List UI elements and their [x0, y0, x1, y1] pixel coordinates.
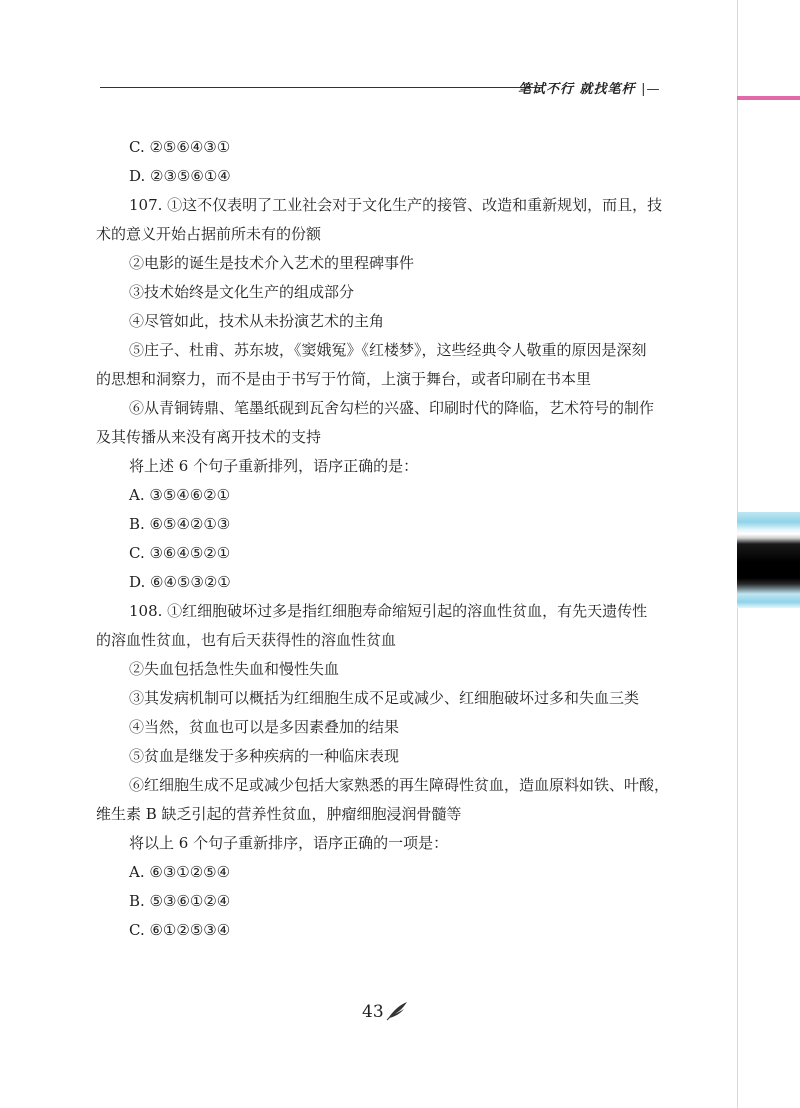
question-108-prompt: 将以上 6 个句子重新排序，语序正确的一项是： [129, 834, 449, 852]
header-tag [518, 78, 660, 97]
header-tag-text: 笔试不行 就找笔杆 [518, 82, 636, 97]
option-a-q107: A. ③⑤④⑥②① [129, 486, 231, 504]
option-b-q107: B. ⑥⑤④②①③ [129, 515, 231, 533]
page-body [96, 133, 670, 945]
header-tag-bar: |— [641, 82, 661, 97]
option-a-q108: A. ⑥③①②⑤④ [129, 863, 231, 881]
option-b-q108: B. ⑤③⑥①②④ [129, 892, 231, 910]
page-number: 43 [362, 1002, 384, 1022]
sentence-107-6-line-2: 及其传播从来没有离开技术的支持 [96, 428, 322, 446]
sentence-108-6-line-2: 维生素 B 缺乏引起的营养性贫血，肿瘤细胞浸润骨髓等 [96, 805, 462, 823]
option-c-q108: C. ⑥①②⑤③④ [129, 921, 231, 939]
option-c-q106: C. ②⑤⑥④③① [129, 138, 231, 156]
sentence-108-4: ④当然，贫血也可以是多因素叠加的结果 [129, 718, 400, 736]
sentence-107-5-line-1: ⑤庄子、杜甫、苏东坡，《窦娥冤》《红楼梦》，这些经典令人敬重的原因是深刻 [129, 341, 647, 359]
sentence-107-3: ③技术始终是文化生产的组成部分 [129, 283, 355, 301]
section-tab-pink [737, 96, 800, 100]
sentence-108-2: ②失血包括急性失血和慢性失血 [129, 660, 340, 678]
question-107-prompt: 将上述 6 个句子重新排列，语序正确的是： [129, 457, 419, 475]
question-108-line-1: 108. ①红细胞破坏过多是指红细胞寿命缩短引起的溶血性贫血，有先天遗传性 [129, 602, 648, 620]
sentence-107-6-line-1: ⑥从青铜铸鼎、笔墨纸砚到瓦舍勾栏的兴盛、印刷时代的降临，艺术符号的制作 [129, 399, 655, 417]
sentence-108-3: ③其发病机制可以概括为红细胞生成不足或减少、红细胞破坏过多和失血三类 [129, 689, 640, 707]
option-d-q106: D. ②③⑤⑥①④ [129, 167, 231, 185]
question-107-line-2: 术的意义开始占据前所未有的份额 [96, 225, 322, 243]
header-dash [465, 87, 515, 88]
question-108-line-2: 的溶血性贫血，也有后天获得性的溶血性贫血 [96, 631, 397, 649]
sentence-107-2: ②电影的诞生是技术介入艺术的里程碑事件 [129, 254, 415, 272]
option-c-q107: C. ③⑥④⑤②① [129, 544, 231, 562]
sentence-108-6-line-1: ⑥红细胞生成不足或减少包括大家熟悉的再生障碍性贫血，造血原料如铁、叶酸， [129, 776, 670, 794]
sentence-107-5-line-2: 的思想和洞察力，而不是由于书写于竹简，上演于舞台，或者印刷在书本里 [96, 370, 592, 388]
question-107-line-1: 107. ①这不仅表明了工业社会对于文化生产的接管、改造和重新规划，而且，技 [129, 196, 663, 214]
option-d-q107: D. ⑥④⑤③②① [129, 573, 231, 591]
sentence-108-5: ⑤贫血是继发于多种疾病的一种临床表现 [129, 747, 400, 765]
section-tab-black [737, 512, 800, 608]
sentence-107-4: ④尽管如此，技术从未扮演艺术的主角 [129, 312, 385, 330]
quill-pen-icon [385, 1000, 409, 1022]
